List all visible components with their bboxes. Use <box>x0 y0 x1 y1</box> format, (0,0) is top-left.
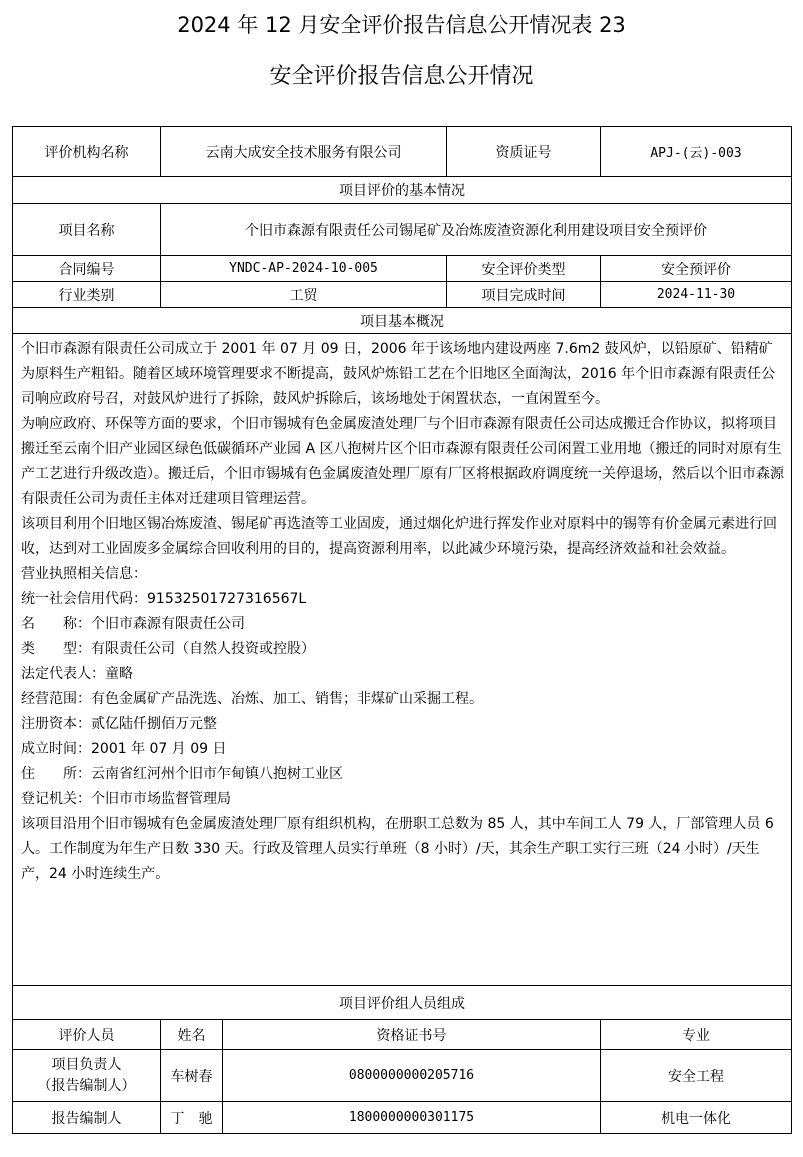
team-col-major: 专业 <box>601 1020 792 1050</box>
team-name: 丁 驰 <box>161 1102 223 1134</box>
contract-number: YNDC-AP-2024-10-005 <box>161 256 447 282</box>
legal-rep: 法定代表人：童略 <box>21 666 133 682</box>
contract-label: 合同编号 <box>13 256 161 282</box>
org-name-label: 评价机构名称 <box>13 127 161 177</box>
finish-date: 2024-11-30 <box>601 282 792 308</box>
team-section-title: 项目评价组人员组成 <box>13 986 792 1020</box>
license-heading: 营业执照相关信息： <box>21 566 147 582</box>
overview-section-title: 项目基本概况 <box>13 308 792 334</box>
team-row <box>13 1102 792 1134</box>
cert-label: 资质证号 <box>447 127 601 177</box>
document-subtitle: 安全评价报告信息公开情况 <box>269 64 534 89</box>
cert-number: APJ-(云)-003 <box>601 127 792 177</box>
team-cert: 0800000000205716 <box>223 1050 601 1102</box>
credit-code: 统一社会信用代码：91532501727316567L <box>21 591 307 607</box>
team-header-row <box>13 1020 792 1050</box>
overview-paragraph: 个旧市森源有限责任公司成立于 2001 年 07 月 09 日，2006 年于该场地内建设两座 7.6m2 鼓风炉，以铅原矿、铅精矿为原料生产粗铅。随着区域环境管理要求不断提高，鼓风炉炼铅工艺在个旧地区全面淘汰，2016 年个旧市森源有限责任公司响应政府号召，对鼓风炉进行了拆除，鼓风炉拆除后，该场地处于闲置状态，一直闲置至今。 <box>21 341 776 407</box>
overview-paragraph: 该项目利用个旧地区锡冶炼废渣、锡尾矿再选渣等工业固废，通过烟化炉进行挥发作业对原料中的锡等有价金属元素进行回收，达到对工业固废多金属综合回收利用的目的，提高资源利用率，以此减少环境污染，提高经济效益和社会效益。 <box>21 516 777 557</box>
registered-capital: 注册资本：贰亿陆仟捌佰万元整 <box>21 716 217 732</box>
team-role-line: （报告编制人） <box>37 1077 136 1094</box>
org-row <box>13 127 792 177</box>
disclosure-table <box>12 126 792 1134</box>
overview-paragraph: 该项目沿用个旧市锡城有色金属废渣处理厂原有组织机构，在册职工总数为 85 人，其中车间工人 79 人，厂部管理人员 6 人。工作制度为年生产日数 330 天。行政及管理人员实行单班（8 小时）/天，其余生产职工实行三班（24 小时）/天生产，24 小时连续生产。 <box>21 816 774 882</box>
finish-label: 项目完成时间 <box>447 282 601 308</box>
overview-paragraph: 为响应政府、环保等方面的要求，个旧市锡城有色金属废渣处理厂与个旧市森源有限责任公司达成搬迁合作协议，拟将项目搬迁至云南个旧产业园区绿色低碳循环产业园 A 区八抱树片区个旧市森源有限责任公司闲置工业用地（搬迁的同时对原有生产工艺进行升级改造）。搬迁后，个旧市锡城有色金属废渣处理厂原有厂区将根据政府调度统一关停退场，然后以个旧市森源有限责任公司为责任主体对迁建项目管理运营。 <box>21 416 784 507</box>
industry: 工贸 <box>161 282 447 308</box>
project-name-label: 项目名称 <box>13 204 161 256</box>
document-title: 2024 年 12 月安全评价报告信息公开情况表 23 <box>177 13 626 37</box>
contract-row <box>13 256 792 282</box>
company-type: 类 型：有限责任公司（自然人投资或控股） <box>21 641 315 657</box>
team-role-line: 项目负责人 <box>51 1056 122 1073</box>
project-name-row <box>13 204 792 256</box>
eval-type-label: 安全评价类型 <box>447 256 601 282</box>
industry-row <box>13 282 792 308</box>
team-col-name: 姓名 <box>161 1020 223 1050</box>
team-name: 车树春 <box>161 1050 223 1102</box>
team-cert: 1800000000301175 <box>223 1102 601 1134</box>
industry-label: 行业类别 <box>13 282 161 308</box>
founded-date: 成立时间：2001 年 07 月 09 日 <box>21 741 227 757</box>
team-role <box>13 1050 161 1102</box>
registration-authority: 登记机关：个旧市市场监督管理局 <box>21 791 231 807</box>
basic-section-title: 项目评价的基本情况 <box>13 177 792 204</box>
eval-type: 安全预评价 <box>601 256 792 282</box>
overview-text <box>13 334 792 986</box>
team-col-cert: 资格证书号 <box>223 1020 601 1050</box>
project-name: 个旧市森源有限责任公司锡尾矿及冶炼废渣资源化利用建设项目安全预评价 <box>161 204 792 256</box>
address: 住 所：云南省红河州个旧市乍甸镇八抱树工业区 <box>21 766 343 782</box>
team-row <box>13 1050 792 1102</box>
org-name: 云南大成安全技术服务有限公司 <box>161 127 447 177</box>
team-major: 机电一体化 <box>601 1102 792 1134</box>
team-col-role: 评价人员 <box>13 1020 161 1050</box>
team-role: 报告编制人 <box>13 1102 161 1134</box>
company-name: 名 称：个旧市森源有限责任公司 <box>21 616 245 632</box>
team-major: 安全工程 <box>601 1050 792 1102</box>
business-scope: 经营范围：有色金属矿产品洗选、冶炼、加工、销售；非煤矿山采掘工程。 <box>21 691 483 707</box>
